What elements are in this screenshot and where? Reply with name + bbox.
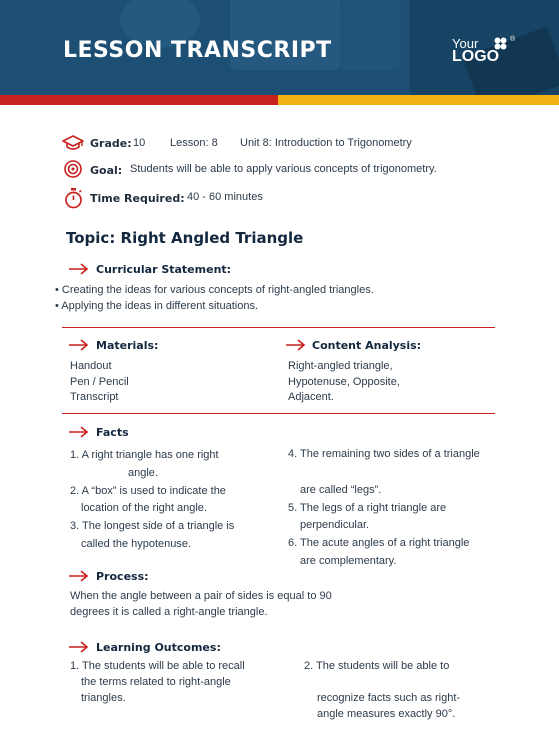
process-line: When the angle between a pair of sides is equal to 90 bbox=[70, 590, 332, 602]
grade-value: 10 bbox=[133, 137, 146, 149]
learning-outcomes-heading: Learning Outcomes: bbox=[96, 641, 221, 654]
materials-item: Pen / Pencil bbox=[70, 376, 129, 388]
fact-line: 2. A “box” is used to indicate the bbox=[70, 485, 226, 497]
arrow-right-icon bbox=[68, 339, 90, 351]
fact-line: location of the right angle. bbox=[81, 502, 207, 514]
fact-line: called the hypotenuse. bbox=[81, 538, 192, 550]
logo-registered-mark: ® bbox=[510, 36, 516, 43]
outcome-line: recognize facts such as right- bbox=[317, 692, 461, 704]
outcome-line: triangles. bbox=[81, 692, 126, 704]
fact-line: 5. The legs of a right triangle are bbox=[288, 502, 447, 514]
section-divider bbox=[62, 413, 495, 414]
facts-heading: Facts bbox=[96, 426, 129, 439]
outcome-line: 2. The students will be able to bbox=[304, 660, 450, 672]
fact-line: 3. The longest side of a triangle is bbox=[70, 520, 235, 532]
arrow-right-icon bbox=[68, 570, 90, 582]
content-analysis-line: Adjacent. bbox=[288, 391, 334, 403]
arrow-right-icon bbox=[68, 263, 90, 275]
process-heading: Process: bbox=[96, 570, 149, 583]
target-icon bbox=[63, 159, 83, 179]
logo-text-top: Your bbox=[452, 36, 479, 51]
time-required-value: 40 - 60 minutes bbox=[187, 191, 263, 203]
section-divider bbox=[62, 327, 495, 328]
page-title: LESSON TRANSCRIPT bbox=[63, 38, 332, 63]
logo-text-bottom: LOGO bbox=[452, 48, 500, 65]
goal-label: Goal: bbox=[90, 164, 123, 177]
curricular-bullet: • Applying the ideas in different situations. bbox=[55, 300, 259, 312]
graduation-cap-icon bbox=[62, 134, 84, 152]
grade-label: Grade: bbox=[90, 137, 132, 150]
materials-item: Transcript bbox=[70, 391, 119, 403]
header-banner bbox=[0, 0, 559, 95]
fact-line: 1. A right triangle has one right bbox=[70, 449, 219, 461]
unit-title: Unit 8: Introduction to Trigonometry bbox=[240, 137, 412, 149]
fact-line: 6. The acute angles of a right triangle bbox=[288, 537, 470, 549]
arrow-right-icon bbox=[68, 426, 90, 438]
fact-line: are complementary. bbox=[300, 555, 397, 567]
topic-heading: Topic: Right Angled Triangle bbox=[66, 229, 304, 247]
time-required-label: Time Required: bbox=[90, 192, 185, 205]
fact-line: perpendicular. bbox=[300, 519, 370, 531]
materials-item: Handout bbox=[70, 360, 112, 372]
process-line: degrees it is called a right-angle triangle. bbox=[70, 606, 268, 618]
content-analysis-line: Right-angled triangle, bbox=[288, 360, 393, 372]
curricular-bullet: • Creating the ideas for various concepts of right-angled triangles. bbox=[55, 284, 374, 296]
outcome-line: 1. The students will be able to recall bbox=[70, 660, 245, 672]
materials-heading: Materials: bbox=[96, 339, 159, 352]
accent-stripe-red bbox=[0, 95, 278, 105]
stopwatch-icon bbox=[64, 187, 83, 209]
arrow-right-icon bbox=[285, 339, 307, 351]
content-analysis-heading: Content Analysis: bbox=[312, 339, 422, 352]
accent-stripe-yellow bbox=[278, 95, 559, 105]
fact-line: 4. The remaining two sides of a triangle bbox=[288, 448, 480, 460]
curricular-statement-heading: Curricular Statement: bbox=[96, 263, 232, 276]
fact-line: are called “legs”. bbox=[300, 484, 382, 496]
goal-value: Students will be able to apply various concepts of trigonometry. bbox=[130, 163, 437, 175]
lesson-number: Lesson: 8 bbox=[170, 137, 218, 149]
outcome-line: angle measures exactly 90°. bbox=[317, 708, 456, 720]
content-analysis-line: Hypotenuse, Opposite, bbox=[288, 376, 400, 388]
outcome-line: the terms related to right-angle bbox=[81, 676, 231, 688]
arrow-right-icon bbox=[68, 641, 90, 653]
fact-line: angle. bbox=[128, 467, 158, 479]
